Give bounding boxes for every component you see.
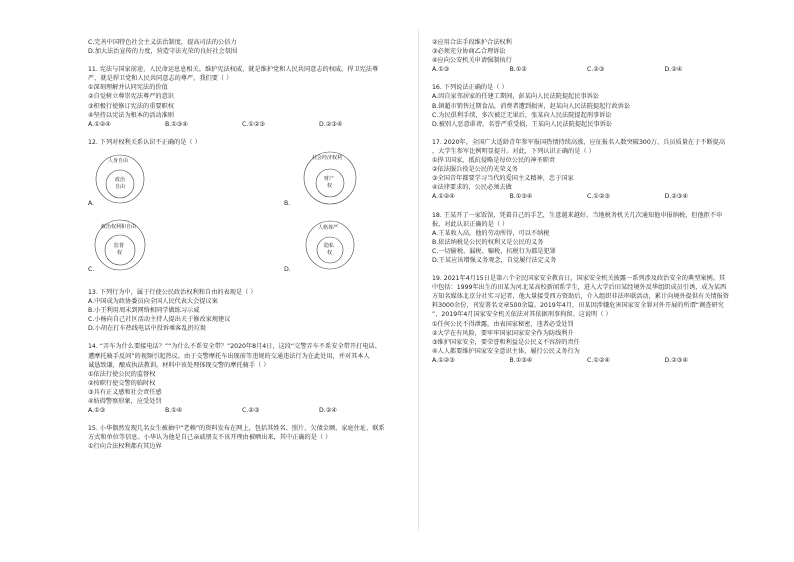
question-15-continued (432, 38, 742, 74)
choice-item: C.一切偷税、漏税、骗税、抗税行为都是犯罪 (432, 247, 556, 255)
answer-option: D.②④ (319, 407, 337, 415)
diagram-a-circles (88, 153, 200, 213)
question-14 (88, 342, 396, 415)
answer-option: A.①②④ (432, 193, 455, 201)
choice-item: ②依法服兵役是公民的光荣义务 (432, 166, 518, 174)
answer-option: C.②③ (242, 407, 260, 415)
question-stem: 17. 2020年，全国广大适龄青年参军报国热情持续高涨，应征报名人数突破300万，兵员质量在于不断提高 (432, 138, 726, 146)
answer-option: A.①③ (432, 66, 450, 74)
choice-item: ①深刻理解并认同宪法的价值 (88, 84, 168, 92)
column-divider (418, 30, 419, 530)
diagram-outer-label: 人格尊严 (318, 224, 339, 231)
question-stem: 11. 宪法与国家前途、人民命运息息相关。维护宪法权威，就是维护党和人民共同意志的权威。捍卫宪法尊 (88, 66, 379, 74)
choice-item: ②按职行使交警的临时权 (88, 379, 156, 387)
question-stem: 18. 王某开了一家饭馆，凭着自己的手艺，生意越来越好。当地税务机关几次通知他申报纳税，但他拒不申 (432, 211, 723, 219)
choice-item: ②大学在有风险，要牢牢国家国家安全作为防线利升 (432, 329, 574, 337)
choice-item: ③维护国家安全，要荣誉和利益是公民义不容辞的责任 (432, 338, 580, 346)
answer-option: B.①③④ (509, 356, 533, 364)
diagram-c (88, 219, 200, 279)
answer-row (432, 356, 742, 365)
diagram-d (284, 219, 396, 279)
diagram-inner-label: 财产 (324, 175, 335, 182)
diagram-inner-label: 隐私 (324, 242, 335, 249)
question-12 (88, 138, 396, 279)
option-c-line: C.完善中国特色社会主义法治制度，提高司法的公信力 (88, 39, 237, 46)
left-column (88, 38, 396, 451)
diagram-letter: C. (88, 265, 95, 273)
diagram-b-circles (284, 153, 396, 213)
choice-item: ①依法行使公民的监督权 (88, 370, 156, 378)
question-19 (432, 274, 742, 365)
answer-option: B.①③④ (165, 120, 188, 128)
question-15 (88, 424, 396, 451)
answer-row (432, 192, 742, 201)
question-17 (432, 138, 742, 202)
choice-item: C.为民俱利手续，多次被迁无果后，张某向人民法院提起刑事诉讼 (432, 111, 612, 119)
choice-item: ③必须充分协商乙合理诉讼 (432, 48, 506, 56)
answer-option: C.①②④ (587, 356, 610, 364)
choice-item: ④人人都要维护国家安全意识主体，履行公民义务行为 (432, 347, 580, 355)
question-16 (432, 83, 742, 128)
diagram-outer-label: 政治权利和自由 (101, 223, 137, 230)
question-stem: 遭摩托骑手反问”的视频引起热议。由于交警摩托车出现前等违规的交通违法行为在此处用，并对其本人 (88, 352, 370, 360)
answer-option: D.②③④ (664, 193, 688, 201)
question-stem: ，大学生参军比例明显提升。对此，下列认识正确的是（ ） (432, 147, 595, 155)
diagram-inner-label: 权 (327, 182, 333, 189)
answer-option: D.②③④ (319, 120, 343, 128)
question-stem: 报，对此认识正确的是（ ） (432, 220, 509, 228)
choice-item: ④应向公安机关申请强制执行 (432, 57, 512, 65)
question-stem: 13. 下列行为中，属于行使公民政治权利和自由的表现是（ ） (88, 288, 257, 296)
answer-option: A.①③ (88, 407, 106, 415)
answer-option: B.①③④ (509, 193, 533, 201)
choice-item: B.镇超市销售过期食品，消费者遭到损害，赵某向人民法院提起行政诉讼 (432, 102, 631, 110)
answer-option: C.②③ (587, 66, 605, 74)
answer-option: B.①② (509, 66, 527, 74)
question-stem: 16. 下列说法正确的是（ ） (432, 84, 508, 92)
choice-item: ①任何公民不得泄露，由表国家秘密，违者必受处罚 (432, 320, 574, 328)
question-stem: 严，就是捍卫党和人民共同意志的尊严。我们要（ ） (88, 75, 233, 83)
question-stem: ”，2019年4月国家安全机关依法对其依据刑事拘留。这说明（ ） (432, 311, 612, 319)
diagram-letter: B. (284, 199, 291, 207)
diagram-inner-label: 权 (117, 249, 123, 256)
diagram-outer-label: 社会经济权利 (312, 154, 343, 161)
choice-item: ③具有正义感和社会责任感 (88, 388, 162, 396)
answer-option: C.①②③ (587, 193, 610, 201)
answer-row (88, 406, 396, 415)
diagram-d-circles (284, 219, 396, 279)
choice-item: ①行向合法权利都有其边界 (88, 443, 162, 451)
option-d-line: D.加大法治宣传的力度，营造守法光荣的良好社会氛围 (88, 48, 238, 56)
question-18 (432, 211, 742, 266)
question-13 (88, 288, 396, 333)
answer-option: D.②④ (664, 66, 683, 74)
diagram-b (284, 153, 396, 213)
diagram-row-ab (88, 153, 396, 213)
diagram-inner-label: 监督 (114, 242, 125, 249)
question-stem: 方知名媒体北京分社实习记者，他大量接受西方资助后，介入组织非法串联活动，累计向境外提供有关情报资 (432, 293, 729, 301)
choice-item: ④法律要求的，公民必须去做 (432, 184, 512, 192)
choice-item: ②自觉树立尊崇宪法尊严的意识 (88, 93, 174, 101)
diagram-inner-label: 权 (327, 249, 333, 256)
diagram-a (88, 153, 200, 213)
diagram-row-cd (88, 219, 396, 279)
choice-item: D.王某应该增强义务观念，自觉履行法定义务 (432, 256, 557, 264)
choice-item: ②应用合法手段维护合法权利 (432, 39, 512, 46)
answer-option: C.①②③ (242, 120, 265, 128)
choice-item: ③积极行使修订宪法的重要职权 (88, 102, 174, 110)
diagram-inner-label: 政治 (115, 176, 126, 183)
answer-option: D.②③④ (664, 356, 688, 364)
choice-item: A.王某收入高，他的劳动所得，可以不纳税 (432, 229, 550, 237)
choice-item: ①捍卫国家、抵抗侵略是每位公民的神圣职责 (432, 157, 556, 165)
question-stem: 15. 小华偶然发现几名女生被抽中“老赖”的资料发布在网上，包括其姓名、照片、欠债金额、家庭住址、联系 (88, 425, 385, 433)
choice-item: B.小王利用周末到网络相同学做练习示威 (88, 307, 200, 315)
choice-item: D.被别人恶意诽谤，名誉严重受损，王某向人民法院提起民事诉讼 (432, 120, 612, 128)
choice-item: ③全国青年都要学习当代的爱国主义精神，忠于国家 (432, 175, 574, 183)
answer-option: A.①②③ (432, 356, 455, 364)
question-stem: 料3000余份，刊发署名文章500余篇。2019年4月，田某因涉嫌危害国家安全罪对外开展的所谓“调查研究 (432, 302, 724, 310)
choice-item: A.因自家邻居家的任建工期间，彭某向人民法院提起民事诉讼 (432, 93, 599, 101)
diagram-letter: D. (284, 265, 291, 273)
question-stem: 12. 下列对权利关系认识不正确的是（ ） (88, 138, 201, 146)
choice-item: A.中国成为政协委员向全国人民代表大会提议案 (88, 298, 218, 306)
choice-item: B.依法纳税是公民的权利又是公民的义务 (432, 238, 544, 246)
diagram-letter: A. (88, 199, 95, 207)
question-stem: 中包括：1999年出生的田某为河北某高校新闻系学生，进入大学后田某经境外反华组织成员引诱，成为某西 (432, 284, 727, 292)
question-stem: 诚恳致谦，酿成执法教训。材料中该处理体现交警的摩托骑手（ ） (88, 361, 270, 369)
answer-row (432, 65, 742, 74)
diagram-inner-label: 自由 (115, 183, 126, 190)
right-column (432, 38, 742, 365)
question-stem: 方式和单位等信息。小华认为他是自己亲戚朋友不该开理由被晒出来，其中正确的是（ ） (88, 434, 332, 442)
choice-item: ④坚持以宪法为根本的活动准则 (88, 111, 174, 119)
choice-item: C.小杨向自己社区活动主持人提出关于修改家规建议 (88, 316, 231, 324)
answer-option: A.①②④ (88, 120, 111, 128)
choice-item: D.小胡在打车热线电话中投诉乘客乱扔垃圾 (88, 325, 207, 333)
choice-item: ④妨碍警察形象，应受处罚 (88, 397, 162, 405)
question-11 (88, 65, 396, 129)
answer-row (88, 120, 396, 129)
diagram-outer-label: 人身自由 (108, 157, 129, 164)
question-stem: 19. 2021年4月15日是第六个全民国家安全教育日，国家安全机关披露一系列涉及政治安全的典型案例。其 (432, 275, 726, 283)
answer-option: B.①④ (165, 407, 183, 415)
question-stem: 14. “弄车为什么要接电话？”“为什么不系安全带？”2020年8月4日，这段“交警弄车不系安全带开打电话、 (88, 343, 381, 351)
